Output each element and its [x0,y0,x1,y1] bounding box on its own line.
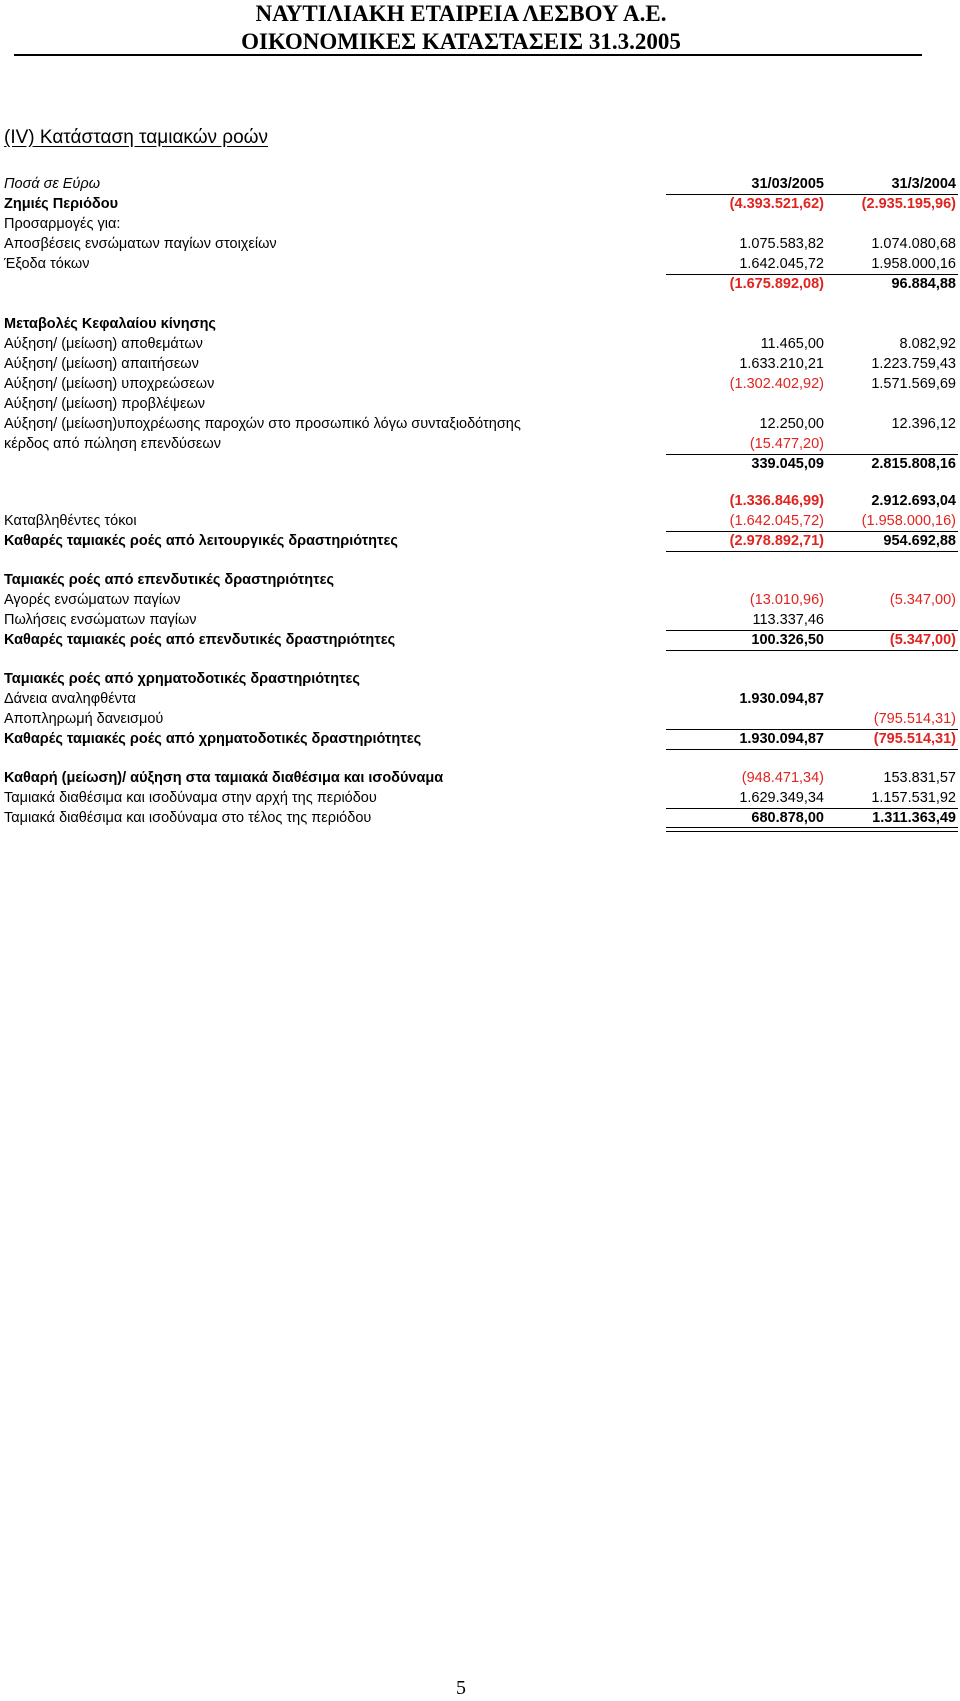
value-2005: 1.930.094,87 [739,731,824,747]
row-label: Αποσβέσεις ενσώματων παγίων στοιχείων [4,236,277,252]
table-row [0,234,960,254]
row-label: Ταμιακές ροές από επενδυτικές δραστηριότητες [4,572,335,588]
subtotal-row [0,454,960,474]
rule-above-total [666,630,958,631]
row-label: Μεταβολές Κεφαλαίου κίνησης [4,316,216,332]
table-row [0,414,960,434]
value-2004: (795.514,31) [873,731,956,747]
row-label: Ποσά σε Εύρω [4,176,100,192]
row-label: Καθαρή (μείωση)/ αύξηση στα ταμιακά διαθέσιμα και ισοδύναμα [4,770,444,786]
value-2005: (1.642.045,72) [729,513,824,529]
subtotal-row [0,491,960,511]
row-label: κέρδος από πώληση επενδύσεων [4,436,221,452]
rule-above-total [666,729,958,730]
row-label: Προσαρμογές για: [4,216,121,232]
row-label: Ταμιακές ροές από χρηματοδοτικές δραστηριότητες [4,671,360,687]
value-2005: (2.978.892,71) [729,533,824,549]
value-2005: 339.045,09 [751,456,824,472]
value-2004: 1.571.569,69 [871,376,956,392]
table-row [0,214,960,234]
statements-title: ΟΙΚΟΝΟΜΙΚΕΣ ΚΑΤΑΣΤΑΣΕΙΣ 31.3.2005 [241,29,681,54]
row-label: Αύξηση/ (μείωση)υποχρέωσης παροχών στο προσωπικό λόγω συνταξιοδότησης [4,416,521,432]
rule-below-total [666,650,958,651]
value-2005: (13.010,96) [749,592,824,608]
table-row [0,788,960,808]
row-label: Ταμιακά διαθέσιμα και ισοδύναμα στην αρχή της περιόδου [4,790,377,806]
column-header-2005: 31/03/2005 [751,176,824,192]
value-2004: (795.514,31) [873,711,956,727]
row-label: Καθαρές ταμιακές ροές από επενδυτικές δραστηριότητες [4,632,396,648]
table-row [0,434,960,454]
row-label: Δάνεια αναληφθέντα [4,691,136,707]
document-header [0,0,922,56]
value-2005: 1.930.094,87 [739,691,824,707]
table-row [0,374,960,394]
rule-above-final-total [666,808,958,809]
row-label: Καθαρές ταμιακές ροές από λειτουργικές δραστηριότητες [4,533,398,549]
total-row [0,729,960,749]
value-2005: (948.471,34) [741,770,824,786]
value-2005: 12.250,00 [759,416,824,432]
double-rule-final-2 [666,831,958,832]
row-label: Έξοδα τόκων [4,256,90,272]
value-2004: 1.157.531,92 [871,790,956,806]
row-label: Αύξηση/ (μείωση) αποθεμάτων [4,336,203,352]
row-label: Καταβληθέντες τόκοι [4,513,137,529]
value-2005: (4.393.521,62) [729,196,824,212]
value-2004: 2.815.808,16 [871,456,956,472]
section-title: (IV) Κατάσταση ταμιακών ροών [4,127,269,148]
table-row [0,590,960,610]
page-number: 5 [456,1677,466,1699]
table-row [0,570,960,590]
final-total-row [0,808,960,828]
value-2005: 11.465,00 [760,336,824,352]
rule-above-subtotal [666,274,958,275]
row-label: Καθαρές ταμιακές ροές από χρηματοδοτικές δραστηριότητες [4,731,422,747]
table-row [0,689,960,709]
value-2004: 1.958.000,16 [871,256,956,272]
table-row [0,334,960,354]
total-row [0,630,960,650]
rule-above-subtotal [666,454,958,455]
table-row [0,254,960,274]
value-2005: 113.337,46 [752,612,824,628]
value-2004: (5.347,00) [889,632,956,648]
row-label: Αγορές ενσώματων παγίων [4,592,181,608]
value-2004: 1.223.759,43 [871,356,956,372]
rule-under-headers [666,194,958,195]
row-label: Πωλήσεις ενσώματων παγίων [4,612,197,628]
company-name: ΝΑΥΤΙΛΙΑΚΗ ΕΤΑΙΡΕΙΑ ΛΕΣΒΟΥ Α.Ε. [255,1,667,26]
rule-below-total [666,749,958,750]
value-2005: (1.336.846,99) [729,493,824,509]
column-header-2004: 31/3/2004 [891,176,956,192]
table-row [0,194,960,214]
value-2004: 96.884,88 [891,276,956,292]
table-row [0,314,960,334]
value-2005: (1.675.892,08) [729,276,824,292]
table-row [0,709,960,729]
row-label: Ταμιακά διαθέσιμα και ισοδύναμα στο τέλος της περιόδου [4,810,372,826]
rule-below-total [666,551,958,552]
table-row [0,511,960,531]
value-2004: (2.935.195,96) [861,196,956,212]
row-label: Αποπληρωμή δανεισμού [4,711,164,727]
row-label: Ζημιές Περιόδου [4,196,119,212]
row-label: Αύξηση/ (μείωση) απαιτήσεων [4,356,199,372]
value-2004: 8.082,92 [899,336,956,352]
row-label: Αύξηση/ (μείωση) προβλέψεων [4,396,206,412]
row-label: Αύξηση/ (μείωση) υποχρεώσεων [4,376,215,392]
value-2005: 680.878,00 [751,810,824,826]
value-2005: 1.642.045,72 [739,256,824,272]
value-2005: 1.075.583,82 [739,236,824,252]
value-2004: 1.311.363,49 [872,810,956,826]
value-2005: 100.326,50 [751,632,824,648]
value-2004: 153.831,57 [883,770,956,786]
rule-above-total [666,531,958,532]
header-rule [14,54,922,56]
value-2004: 2.912.693,04 [871,493,956,509]
column-header-row [0,174,960,194]
value-2005: 1.629.349,34 [739,790,824,806]
table-row [0,354,960,374]
value-2004: 1.074.080,68 [871,236,956,252]
value-2005: 1.633.210,21 [739,356,824,372]
subtotal-row [0,274,960,294]
table-row [0,669,960,689]
value-2004: (1.958.000,16) [861,513,956,529]
value-2005: (1.302.402,92) [729,376,824,392]
value-2005: (15.477,20) [749,436,824,452]
value-2004: (5.347,00) [889,592,956,608]
double-rule-final-1 [666,827,958,828]
value-2004: 12.396,12 [891,416,956,432]
table-row [0,394,960,414]
total-row [0,531,960,551]
table-row [0,768,960,788]
value-2004: 954.692,88 [883,533,956,549]
table-row [0,610,960,630]
